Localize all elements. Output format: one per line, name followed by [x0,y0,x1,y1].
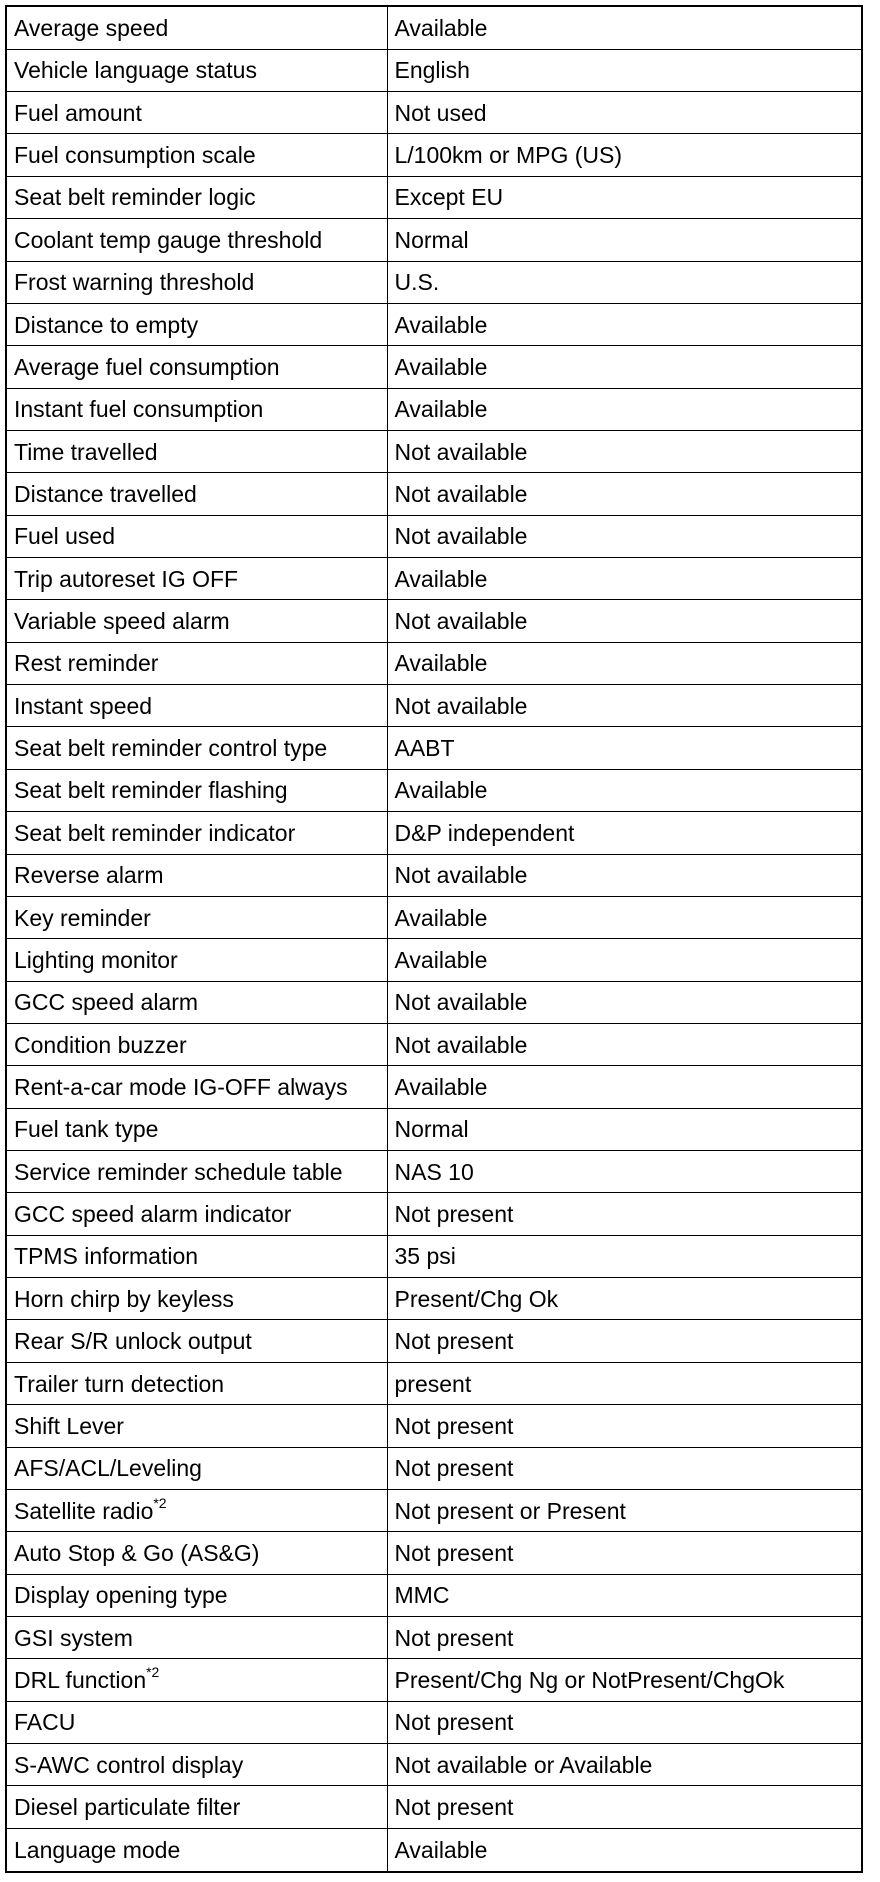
setting-name-cell [6,1108,387,1150]
setting-value-cell [387,1405,862,1447]
setting-value: Normal [394,226,469,253]
setting-value-cell [387,49,862,91]
setting-name: Language mode [14,1836,181,1863]
setting-name: Reverse alarm [14,862,164,889]
setting-name-cell [6,727,387,769]
setting-value: Not available [394,480,528,507]
setting-value-cell [387,388,862,430]
setting-value: Not present [394,1709,514,1736]
setting-name-cell [6,1235,387,1277]
setting-value: Not available [394,692,528,719]
table-row [6,346,862,388]
setting-name-cell [6,1447,387,1489]
setting-name: Time travelled [14,438,158,465]
setting-value-cell [387,1828,862,1872]
setting-value: Not present [394,1624,514,1651]
setting-name: DRL function [14,1667,147,1694]
setting-value: Not present [394,1455,514,1482]
setting-name-cell [6,303,387,345]
setting-value-cell [387,303,862,345]
setting-name: S-AWC control display [14,1751,244,1778]
setting-name: Seat belt reminder flashing [14,777,288,804]
setting-value-cell [387,92,862,134]
setting-value: Available [394,946,488,973]
setting-value-cell [387,558,862,600]
setting-value-cell [387,1447,862,1489]
setting-value-cell [387,685,862,727]
table-row [6,1574,862,1616]
setting-value-cell [387,6,862,49]
setting-name: Average fuel consumption [14,353,280,380]
table-row [6,558,862,600]
setting-value-cell [387,1151,862,1193]
table-row [6,727,862,769]
table-row [6,473,862,515]
setting-name: Distance travelled [14,480,197,507]
setting-name-cell [6,1023,387,1065]
setting-value-cell [387,1532,862,1574]
setting-name: GCC speed alarm [14,989,199,1016]
setting-name: Shift Lever [14,1412,124,1439]
setting-name-cell [6,1489,387,1531]
setting-name: Instant speed [14,692,153,719]
setting-name: Seat belt reminder logic [14,184,256,211]
setting-value-cell [387,1701,862,1743]
setting-name-cell [6,388,387,430]
setting-value: present [394,1370,472,1397]
setting-value-cell [387,1659,862,1701]
setting-name-cell [6,981,387,1023]
settings-table-body [6,6,862,1872]
setting-value: Not available [394,862,528,889]
setting-name: Satellite radio [14,1497,154,1524]
setting-name-cell [6,49,387,91]
table-row [6,6,862,49]
table-row [6,261,862,303]
table-row [6,92,862,134]
setting-value: 35 psi [394,1243,456,1270]
setting-name-cell [6,1066,387,1108]
setting-value-cell [387,1023,862,1065]
setting-value-cell [387,261,862,303]
setting-value: Normal [394,1116,469,1143]
table-row [6,854,862,896]
setting-value: Not present [394,1201,514,1228]
setting-name-cell [6,1278,387,1320]
setting-name: Fuel amount [14,99,142,126]
setting-name-cell [6,1659,387,1701]
setting-value-cell [387,219,862,261]
setting-value-cell [387,1489,862,1531]
setting-value: Not available or Available [394,1751,653,1778]
setting-value: Not available [394,608,528,635]
setting-value-cell [387,1108,862,1150]
setting-value: Not available [394,523,528,550]
setting-name-cell [6,769,387,811]
setting-value: Present/Chg Ok [394,1285,559,1312]
table-row [6,1828,862,1872]
setting-name: Rear S/R unlock output [14,1328,252,1355]
table-row [6,1659,862,1701]
setting-value-cell [387,1786,862,1828]
setting-value: Available [394,14,488,41]
setting-value: Available [394,396,488,423]
setting-value-cell [387,134,862,176]
setting-value: Available [394,565,488,592]
setting-name-cell [6,261,387,303]
setting-value: U.S. [394,269,440,296]
setting-name-cell [6,1405,387,1447]
setting-name: Fuel tank type [14,1116,159,1143]
setting-name: Display opening type [14,1582,228,1609]
setting-value: NAS 10 [394,1158,474,1185]
setting-name: Distance to empty [14,311,199,338]
table-row [6,1320,862,1362]
setting-value: Not used [394,99,487,126]
setting-name-cell [6,558,387,600]
table-row [6,1744,862,1786]
setting-value: MMC [394,1582,450,1609]
setting-name: Variable speed alarm [14,608,230,635]
setting-value: Available [394,777,488,804]
setting-value: Not present [394,1539,514,1566]
setting-value: Not present [394,1412,514,1439]
setting-name: Seat belt reminder control type [14,735,328,762]
setting-value-cell [387,515,862,557]
table-row [6,685,862,727]
setting-value: Present/Chg Ng or NotPresent/ChgOk [394,1667,785,1694]
setting-value: Not present [394,1794,514,1821]
setting-value: Available [394,1836,488,1863]
setting-value: Not present [394,1328,514,1355]
setting-name-cell [6,939,387,981]
table-row [6,642,862,684]
setting-name-cell [6,1828,387,1872]
setting-value: Not available [394,989,528,1016]
setting-value-cell [387,1574,862,1616]
setting-value-cell [387,642,862,684]
setting-name-cell [6,473,387,515]
setting-name: Instant fuel consumption [14,396,264,423]
setting-name: TPMS information [14,1243,199,1270]
setting-name-cell [6,1532,387,1574]
table-row [6,134,862,176]
setting-value-cell [387,430,862,472]
setting-name-cell [6,1701,387,1743]
table-row [6,812,862,854]
setting-name: Fuel consumption scale [14,142,256,169]
table-row [6,1278,862,1320]
table-row [6,939,862,981]
setting-value: Not available [394,438,528,465]
table-row [6,1235,862,1277]
setting-name: Lighting monitor [14,946,178,973]
setting-value: Available [394,1074,488,1100]
setting-name-cell [6,600,387,642]
settings-table [5,5,863,1873]
setting-value-cell [387,1744,862,1786]
setting-name-cell [6,92,387,134]
setting-value-cell [387,769,862,811]
setting-value: Available [394,904,488,931]
setting-value-cell [387,600,862,642]
setting-value: Not available [394,1031,528,1058]
setting-value-cell [387,1066,862,1108]
table-row [6,219,862,261]
setting-name-cell [6,1151,387,1193]
footnote-marker: *2 [146,1664,160,1681]
table-row [6,1701,862,1743]
setting-value-cell [387,896,862,938]
setting-value: Except EU [394,184,504,211]
setting-value-cell [387,727,862,769]
table-row [6,1066,862,1108]
table-row [6,896,862,938]
setting-name: AFS/ACL/Leveling [14,1455,202,1482]
setting-name-cell [6,430,387,472]
table-row [6,1193,862,1235]
setting-name-cell [6,1617,387,1659]
table-row [6,388,862,430]
table-row [6,1023,862,1065]
setting-name-cell [6,1320,387,1362]
setting-name-cell [6,854,387,896]
setting-value-cell [387,854,862,896]
setting-name: FACU [14,1709,76,1736]
setting-value-cell [387,1278,862,1320]
setting-value: AABT [394,735,455,762]
setting-value-cell [387,1235,862,1277]
setting-name: Rent-a-car mode IG-OFF always [14,1074,348,1100]
table-row [6,1447,862,1489]
setting-name: Horn chirp by keyless [14,1285,234,1312]
table-row [6,1405,862,1447]
setting-name-cell [6,6,387,49]
setting-name-cell [6,515,387,557]
setting-name: GCC speed alarm indicator [14,1201,292,1228]
setting-value: Not present or Present [394,1497,626,1524]
setting-value-cell [387,473,862,515]
setting-name-cell [6,346,387,388]
setting-value: L/100km or MPG (US) [394,142,622,169]
setting-value-cell [387,346,862,388]
setting-name-cell [6,1744,387,1786]
setting-value-cell [387,939,862,981]
table-row [6,769,862,811]
table-row [6,1617,862,1659]
setting-name: Diesel particulate filter [14,1794,241,1821]
setting-name-cell [6,1786,387,1828]
table-row [6,600,862,642]
table-row [6,1532,862,1574]
setting-name-cell [6,1193,387,1235]
setting-name-cell [6,812,387,854]
setting-name-cell [6,1362,387,1404]
setting-value-cell [387,1617,862,1659]
setting-name: Trailer turn detection [14,1370,225,1397]
table-row [6,49,862,91]
table-row [6,1786,862,1828]
setting-name-cell [6,642,387,684]
setting-name: GSI system [14,1624,133,1651]
table-row [6,981,862,1023]
setting-name: Frost warning threshold [14,269,255,296]
setting-value-cell [387,812,862,854]
setting-value: English [394,57,470,84]
setting-name: Fuel used [14,523,116,550]
setting-value-cell [387,176,862,218]
setting-name: Service reminder schedule table [14,1158,343,1185]
setting-value: D&P independent [394,819,575,846]
setting-value: Available [394,311,488,338]
setting-value-cell [387,1320,862,1362]
setting-name-cell [6,896,387,938]
setting-name-cell [6,1574,387,1616]
setting-name: Auto Stop & Go (AS&G) [14,1539,260,1566]
table-row [6,1151,862,1193]
setting-name: Rest reminder [14,650,159,677]
setting-name-cell [6,685,387,727]
table-row [6,1489,862,1531]
setting-name-cell [6,176,387,218]
table-row [6,303,862,345]
setting-name: Key reminder [14,904,151,931]
table-row [6,1362,862,1404]
table-row [6,176,862,218]
setting-value-cell [387,1362,862,1404]
setting-name-cell [6,134,387,176]
setting-name: Trip autoreset IG OFF [14,565,239,592]
setting-name-cell [6,219,387,261]
setting-value-cell [387,1193,862,1235]
setting-value: Available [394,650,488,677]
table-row [6,1108,862,1150]
setting-value-cell [387,981,862,1023]
setting-name: Vehicle language status [14,57,257,84]
setting-name: Condition buzzer [14,1031,187,1058]
footnote-marker: *2 [153,1494,167,1511]
setting-value: Available [394,353,488,380]
table-row [6,430,862,472]
setting-name: Average speed [14,14,169,41]
setting-name: Seat belt reminder indicator [14,819,296,846]
table-row [6,515,862,557]
setting-name: Coolant temp gauge threshold [14,226,323,253]
